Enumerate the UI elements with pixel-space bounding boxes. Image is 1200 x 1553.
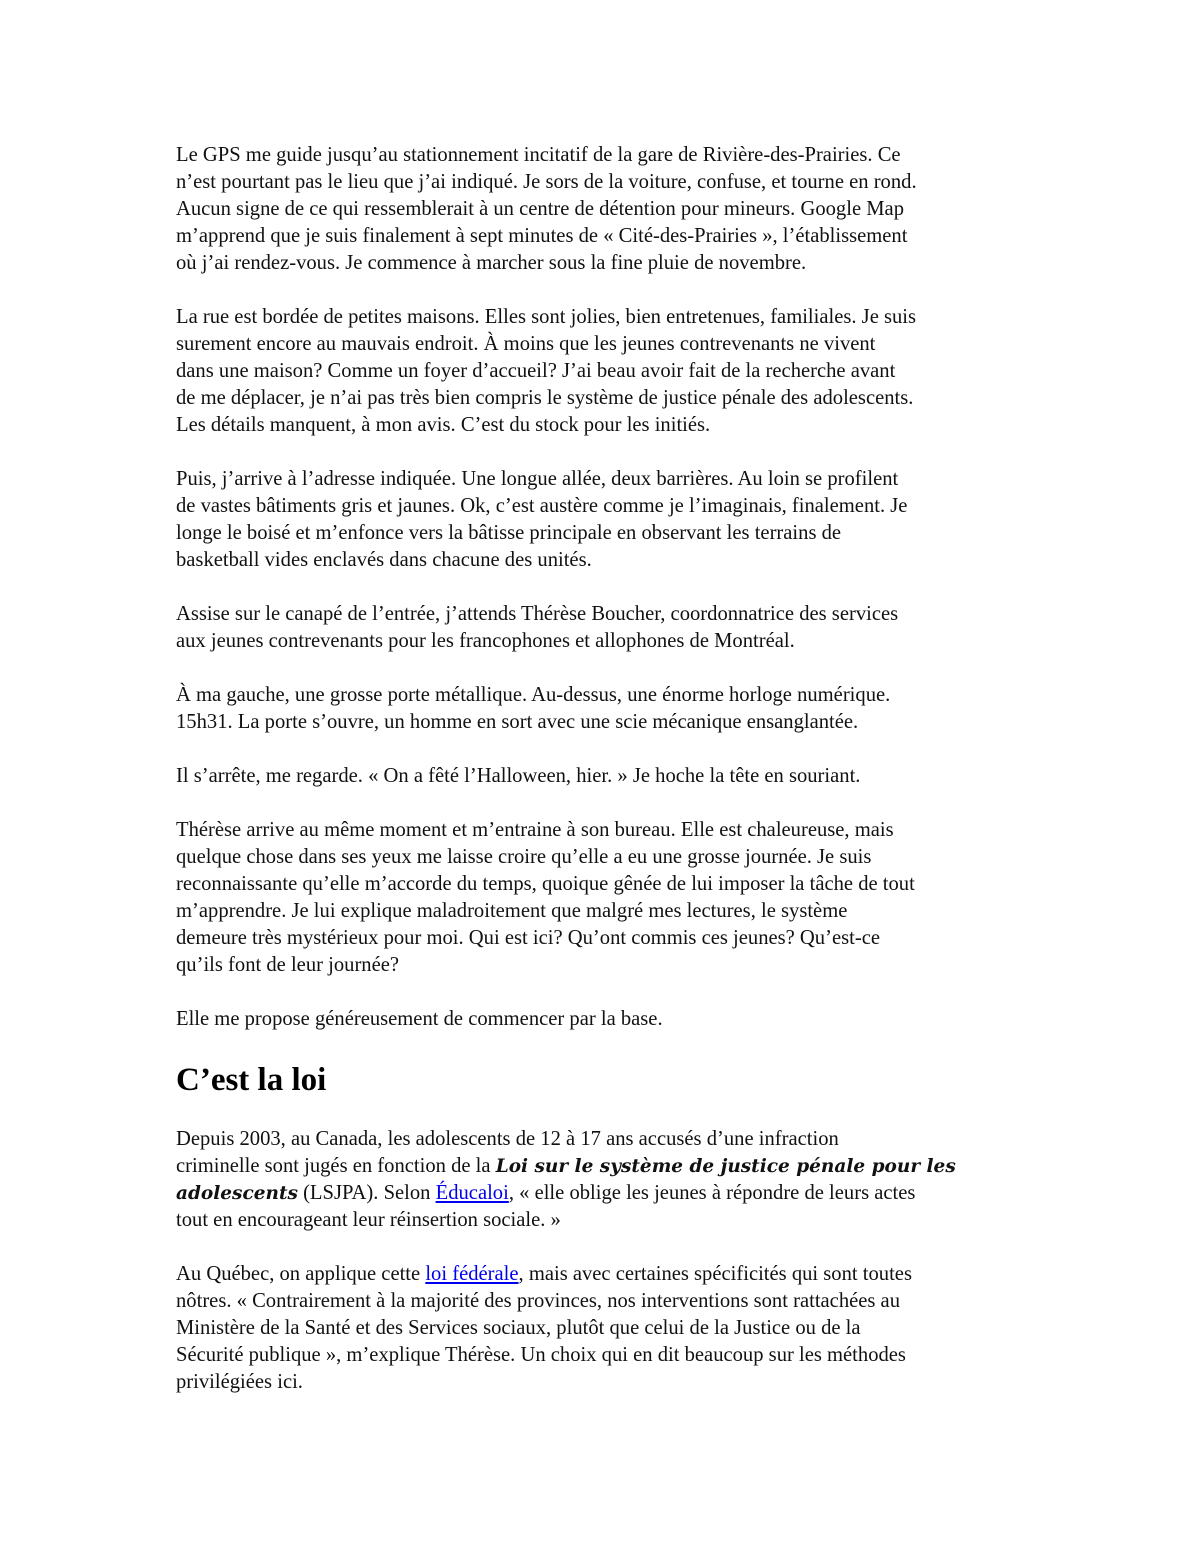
paragraph-text: , mais avec certaines spécificités qui sont toutes nôtres. « Contrairement à la majorité des provinces, nos interventions sont rattachées au Ministère de la Santé et des Services sociaux, plutôt que celui de la Justice ou de la Sécurité publique », m’explique Thérèse. Un choix qui en dit beaucoup sur les méthodes privilégiées ici. <box>176 1263 912 1393</box>
educaloi-link[interactable]: Éducaloi <box>435 1182 509 1204</box>
law-title: Loi sur le système de justice pénale pour les adolescents <box>176 1156 956 1204</box>
paragraph: À ma gauche, une grosse porte métallique. Au-dessus, une énorme horloge numérique. 15h31. La porte s’ouvre, un homme en sort avec une scie mécanique ensanglantée. <box>176 684 891 733</box>
article-body <box>176 142 1036 1423</box>
paragraph-text: Au Québec, on applique cette <box>176 1263 426 1285</box>
paragraph: Assise sur le canapé de l’entrée, j’attends Thérèse Boucher, coordonnatrice des services aux jeunes contrevenants pour les francophones et allophones de Montréal. <box>176 603 899 652</box>
section-heading: C’est la loi <box>176 1062 327 1098</box>
paragraph: Puis, j’arrive à l’adresse indiquée. Une longue allée, deux barrières. Au loin se profilent de vastes bâtiments gris et jaunes. Ok, c’est austère comme je l’imaginais, finalement. Je longe le boisé et m’enfonce vers la bâtisse principale en observant les terrains de basketball vides enclavés dans chacune des unités. <box>176 468 908 571</box>
paragraph: La rue est bordée de petites maisons. Elles sont jolies, bien entretenues, familiales. Je suis surement encore au mauvais endroit. À moins que les jeunes contrevenants ne vivent dans une maison? Comme un foyer d’accueil? J’ai beau avoir fait de la recherche avant de me déplacer, je n’ai pas très bien compris le système de justice pénale des adolescents. Les détails manquent, à mon avis. C’est du stock pour les initiés. <box>176 306 917 436</box>
paragraph: Thérèse arrive au même moment et m’entraine à son bureau. Elle est chaleureuse, mais quelque chose dans ses yeux me laisse croire qu’elle a eu une grosse journée. Je suis reconnaissante qu’elle m’accorde du temps, quoique gênée de lui imposer la tâche de tout m’apprendre. Je lui explique maladroitement que malgré mes lectures, le système demeure très mystérieux pour moi. Qui est ici? Qu’ont commis ces jeunes? Qu’est-ce qu’ils font de leur journée? <box>176 819 915 976</box>
paragraph: Il s’arrête, me regarde. « On a fêté l’Halloween, hier. » Je hoche la tête en souriant. <box>176 765 861 787</box>
paragraph: Le GPS me guide jusqu’au stationnement incitatif de la gare de Rivière-des-Prairies. Ce n’est pourtant pas le lieu que j’ai indiqué. Je sors de la voiture, confuse, et tourne en rond. Aucun signe de ce qui ressemblerait à un centre de détention pour mineurs. Google Map m’apprend que je suis finalement à sept minutes de « Cité-des-Prairies », l’établissement où j’ai rendez-vous. Je commence à marcher sous la fine pluie de novembre. <box>176 144 917 274</box>
paragraph <box>176 1261 1036 1396</box>
paragraph <box>176 1126 1036 1234</box>
federal-law-link[interactable]: loi fédérale <box>425 1263 519 1285</box>
paragraph-text: , « elle oblige les jeunes à répondre de leurs actes tout en encourageant leur réinsertion sociale. » <box>176 1182 916 1231</box>
paragraph-text: (LSJPA). Selon <box>297 1182 436 1204</box>
paragraph-text: Depuis 2003, au Canada, les adolescents de 12 à 17 ans accusés d’une infraction criminelle sont jugés en fonction de la <box>176 1128 839 1177</box>
paragraph: Elle me propose généreusement de commencer par la base. <box>176 1008 663 1030</box>
